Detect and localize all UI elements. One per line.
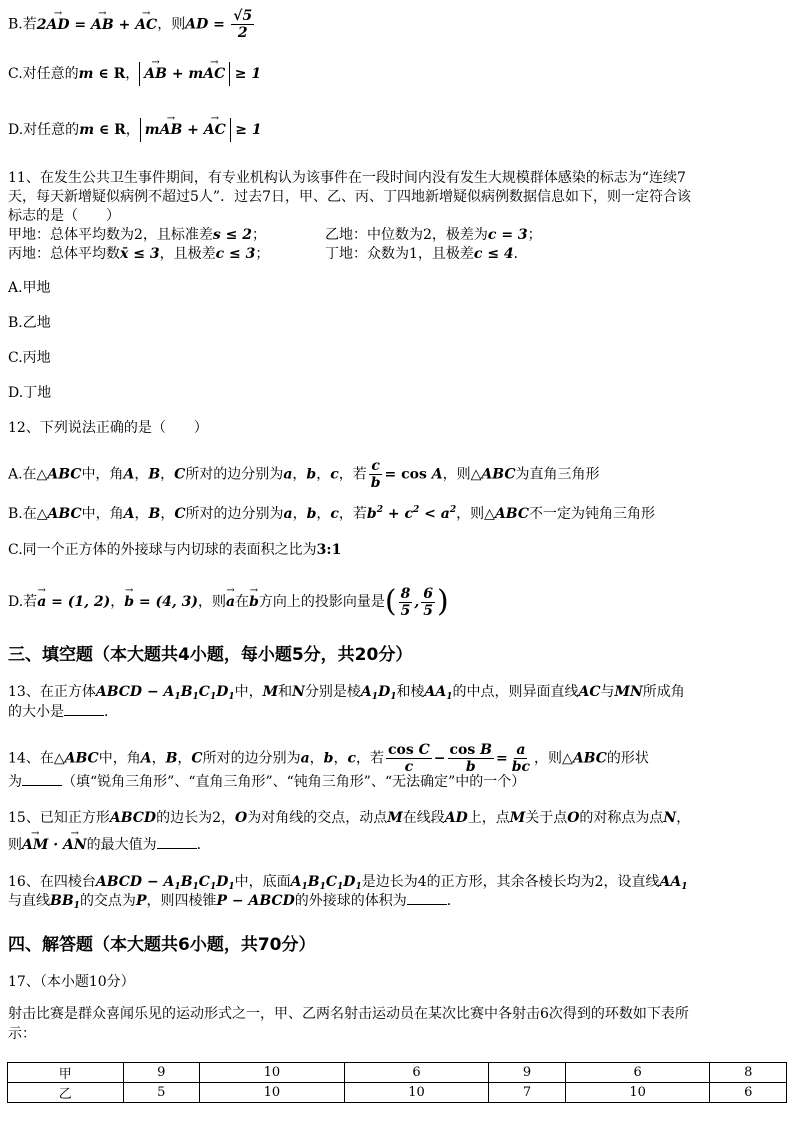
table-cell: 8 bbox=[710, 1063, 787, 1083]
q12-option-c bbox=[8, 540, 784, 560]
q10-b-prefix: B.若 bbox=[8, 16, 37, 33]
q12-d-paren-open: ( bbox=[384, 584, 397, 619]
q11-yi-group bbox=[325, 225, 542, 245]
q11-stem-line3: 标志的是（ ） bbox=[8, 208, 120, 224]
table-cell: 10 bbox=[565, 1083, 710, 1103]
q15-mid4: 上，点 bbox=[467, 810, 510, 826]
q11-bing-end: ； bbox=[255, 246, 270, 262]
q16-l2-end: 的外接球的体积为 bbox=[294, 893, 407, 909]
q11-bing-math2: c ≤ 3 bbox=[215, 246, 256, 262]
q10-c-tail: ≥ 1 bbox=[234, 66, 262, 82]
q12-a-eq: = cos A bbox=[384, 466, 443, 483]
q10-option-d bbox=[8, 118, 784, 142]
table-cell: 6 bbox=[710, 1083, 787, 1103]
q10-b-mid: ，则 bbox=[157, 16, 186, 33]
table-cell: 10 bbox=[200, 1083, 345, 1103]
q14-frac-cosc: $\frac{\text{cos C}}{c}$ bbox=[387, 742, 430, 775]
q11-jia: 甲地：总体平均数为2，且标准差 bbox=[8, 227, 213, 243]
q15-l2-dot: ． bbox=[196, 837, 211, 853]
q11-yi: 乙地：中位数为2，极差为 bbox=[325, 227, 488, 243]
table-cell: 10 bbox=[344, 1083, 489, 1103]
table-cell: 6 bbox=[344, 1063, 489, 1083]
q12-a-angles: A bbox=[123, 466, 135, 483]
q12-stem: 12、下列说法正确的是（ ） bbox=[8, 420, 208, 436]
q15-mid3: 在线段 bbox=[402, 810, 445, 826]
q15-l2-pre: 则 bbox=[8, 837, 22, 853]
q12-c-text: C.同一个正方体的外接球与内切球的表面积之比为 bbox=[8, 542, 317, 558]
q11-ding-math: c ≤ 4 bbox=[473, 246, 514, 262]
q16-line2: 与直线$BB_1$的交点为P，则四棱锥P − ABCD的外接球的体积为 ． bbox=[8, 893, 461, 911]
q15-mid6: 的对称点为点 bbox=[579, 810, 664, 826]
section3-heading: 三、填空题（本大题共4小题，每小题5分，共20分） bbox=[8, 645, 413, 665]
q12-a-mid2: 所对的边分别为 bbox=[185, 466, 284, 483]
q11-yi-end: ； bbox=[527, 227, 542, 243]
score-table bbox=[7, 1062, 787, 1103]
q12-d-frac1: $\frac{8}{5}$ bbox=[400, 585, 411, 619]
q12-b-mid4: ，则△ bbox=[456, 506, 495, 522]
table-cell: 7 bbox=[489, 1083, 566, 1103]
q16-l2-mid2: ，则四棱锥 bbox=[146, 893, 217, 909]
q17-line1: 射击比赛是群众喜闻乐见的运动形式之一，甲、乙两名射击运动员在某次比赛中各射击6次得到的环数如下表所 bbox=[8, 1006, 689, 1022]
q16-l2-pre: 与直线 bbox=[8, 893, 50, 909]
q12-d-mid2: ，则 bbox=[198, 594, 226, 610]
q11-ding-group bbox=[325, 244, 528, 264]
q17-line2: 示： bbox=[8, 1026, 36, 1042]
table-cell: 9 bbox=[489, 1063, 566, 1083]
q12-b-ineq: $b^2 + c^2 < a^2$ bbox=[366, 505, 457, 522]
q14-end: 的形状 bbox=[606, 750, 649, 767]
q13-line1: 13、在正方体ABCD − $A_1B_1C_1D_1$中，M和N分别是棱$A_1D_1$和棱$AA_1$的中点，则异面直线AC与MN所成角 bbox=[8, 684, 685, 702]
q10-b-fraction: $\frac{√5}{2}$ bbox=[233, 8, 253, 41]
q13-pre: 13、在正方体 bbox=[8, 684, 96, 700]
q10-d-prefix: D.对任意的 bbox=[8, 122, 80, 138]
q15-dot-product: → AM · → AN bbox=[22, 837, 87, 853]
q11-bing: 丙地：总体平均数 bbox=[8, 246, 120, 262]
q10-d-abs: m→ AB + → AC bbox=[140, 118, 231, 142]
q12-d-a: → a = (1, 2) bbox=[37, 594, 110, 610]
q13-answer-blank bbox=[64, 703, 104, 716]
q13-l2: 的大小是 bbox=[8, 704, 64, 720]
q10-d-tail: ≥ 1 bbox=[235, 122, 262, 138]
q10-c-prefix: C.对任意的 bbox=[8, 66, 79, 82]
q12-b-mid: 中，角 bbox=[81, 506, 124, 522]
table-row bbox=[8, 1083, 787, 1103]
q12-a-fraction: $\frac{c}{b}$ bbox=[370, 458, 381, 491]
q12-a-end: 为直角三角形 bbox=[515, 466, 600, 483]
q11-stem-line2: 天，每天新增疑似病例不超过5人”．过去7日，甲、乙、丙、丁四地新增疑似病例数据信息如下，则一定符合该 bbox=[8, 189, 691, 205]
q16-mid: 中，底面 bbox=[234, 874, 291, 890]
q11-jia-math: s ≤ 2 bbox=[212, 227, 253, 243]
q13-and: 和 bbox=[278, 684, 293, 700]
q15-mid2: 为对角线的交点，动点 bbox=[247, 810, 388, 826]
q16-mid2: 是边长为4的正方形，其余各棱长均为2，设直线 bbox=[361, 874, 660, 890]
q16-answer-blank bbox=[407, 892, 447, 905]
q11-ding: 丁地：众数为1，且极差 bbox=[325, 246, 474, 262]
q16-l2-dot: ． bbox=[446, 893, 461, 909]
q12-a-tri: ABC bbox=[47, 466, 82, 483]
q12-b-pre: B.在△ bbox=[8, 506, 48, 522]
q12-d-frac2: $\frac{6}{5}$ bbox=[423, 585, 433, 619]
q13-l2-end: ． bbox=[104, 704, 118, 720]
q14-frac-abc: $\frac{a}{bc}$ bbox=[511, 742, 531, 775]
q12-d-pre: D.若 bbox=[8, 594, 38, 610]
table-cell: 10 bbox=[200, 1063, 345, 1083]
q10-c-mid: ， bbox=[125, 66, 140, 82]
q13-end: 所成角 bbox=[642, 684, 685, 700]
q16-line1: 16、在四棱台ABCD − $A_1B_1C_1D_1$中，底面$A_1B_1C_1D_1$是边长为4的正方形，其余各棱长均为2，设直线$AA_1$ bbox=[8, 874, 688, 892]
q15-pre: 15、已知正方形 bbox=[8, 810, 110, 826]
q12-a-mid4: ，则△ bbox=[442, 466, 482, 483]
q10-option-b bbox=[8, 8, 784, 41]
q15-mid: 的边长为2， bbox=[156, 810, 235, 826]
q14-pre: 14、在△ bbox=[8, 750, 65, 767]
q12-b-end: 不一定为钝角三角形 bbox=[528, 506, 655, 522]
q10-c-abs: → AB + m→ AC bbox=[139, 62, 230, 86]
q12-c-ratio: 3:1 bbox=[316, 542, 342, 558]
q14-mid2: 所对的边分别为 bbox=[202, 750, 301, 767]
q13-mid3: 和棱 bbox=[396, 684, 425, 700]
q12-d-paren-close: ) bbox=[436, 584, 449, 619]
q13-mid4: 的中点，则异面直线 bbox=[452, 684, 579, 700]
q15-line1: 15、已知正方形ABCD的边长为2，O为对角线的交点，动点M在线段AD上，点M关于点O的对称点为点N， bbox=[8, 810, 691, 826]
q11-stem-line1: 11、在发生公共卫生事件期间，有专业机构认为该事件在一段时间内没有发生大规模群体感染的标志为“连续7 bbox=[8, 170, 686, 186]
q12-b-mid2: 所对的边分别为 bbox=[185, 506, 284, 522]
q11-conditions-row1 bbox=[8, 225, 784, 245]
q17-header: 17、（本小题10分） bbox=[8, 974, 135, 990]
q11-bing-math: x̄ ≤ 3 bbox=[120, 246, 160, 262]
q14-line1: 14、在△ABC中，角A，B，C所对的边分别为a，b，c，若 $\frac{\text{cos C}}{c}$ − $\frac{\text{cos B}}{b}$ = $\frac{a}{bc}$ ，则△ABC的形状 bbox=[8, 742, 649, 775]
q16-pre: 16、在四棱台 bbox=[8, 874, 96, 890]
q11-jia-end: ； bbox=[252, 227, 267, 243]
q12-d-b: → b = (4, 3) bbox=[124, 594, 198, 610]
q11-option-d: D.丁地 bbox=[8, 385, 52, 401]
q10-b-lhs: AD = bbox=[185, 16, 225, 33]
q12-b-mid3: ，若 bbox=[338, 506, 367, 522]
table-cell: 9 bbox=[123, 1063, 200, 1083]
q15-mid5: 关于点 bbox=[525, 810, 568, 826]
table-cell-name: 甲 bbox=[8, 1063, 124, 1083]
q10-option-c bbox=[8, 62, 784, 86]
q11-ding-end: ． bbox=[513, 246, 528, 262]
q14-line2 bbox=[8, 772, 784, 792]
q12-d-mid3: 在 bbox=[235, 594, 250, 610]
q14-frac-cosb: $\frac{\text{cos B}}{b}$ bbox=[449, 742, 492, 775]
table-row bbox=[8, 1063, 787, 1083]
q12-a-pre: A.在△ bbox=[8, 466, 48, 483]
q13-mid2: 分别是棱 bbox=[304, 684, 361, 700]
q11-option-b: B.乙地 bbox=[8, 315, 51, 331]
q14-answer-blank bbox=[22, 773, 62, 786]
q11-conditions-row2 bbox=[8, 244, 784, 264]
q11-option-c: C.丙地 bbox=[8, 350, 51, 366]
q14-mid4: ，则△ bbox=[534, 750, 573, 767]
q11-yi-math: c = 3 bbox=[487, 227, 528, 243]
q11-option-a: A.甲地 bbox=[8, 280, 51, 296]
q11-bing-mid: ，且极差 bbox=[159, 246, 216, 262]
q12-a-mid3: ，若 bbox=[338, 466, 367, 483]
q12-d-mid: ， bbox=[110, 594, 125, 610]
q14-l2-pre: 为 bbox=[8, 774, 22, 790]
table-cell: 6 bbox=[565, 1063, 710, 1083]
q13-line2 bbox=[8, 702, 784, 722]
q15-answer-blank bbox=[157, 836, 197, 849]
q13-mid: 中， bbox=[234, 684, 263, 700]
q12-option-d: D.若→ a = (1, 2)，→ b = (4, 3)，则→ a在→ b方向上的投影向量是( $\frac{8}{5}$ , $\frac{6}{5}$ ) bbox=[8, 584, 784, 620]
q10-d-mid: ， bbox=[125, 122, 140, 138]
q10-c-var: m ∈ R bbox=[78, 66, 126, 82]
q14-mid: 中，角 bbox=[98, 750, 141, 767]
q12-option-a: A.在△ABC中，角A，B，C所对的边分别为a，b，c，若 $\frac{c}{b}$ = cos A，则△ABC为直角三角形 bbox=[8, 458, 600, 491]
q15-l2-end: 的最大值为 bbox=[86, 837, 157, 853]
q12-a-mid: 中，角 bbox=[81, 466, 124, 483]
q15-end: ， bbox=[676, 810, 691, 826]
q10-b-math: 2→ AD = → AB + → AC bbox=[37, 17, 157, 33]
q14-l2-end: （填“锐角三角形”、“直角三角形”、“钝角三角形”、“无法确定”中的一个） bbox=[62, 774, 526, 790]
section4-heading: 四、解答题（本大题共6小题，共70分） bbox=[8, 935, 316, 955]
q13-with: 与 bbox=[600, 684, 615, 700]
q14-mid3: ，若 bbox=[355, 750, 384, 767]
q15-line2 bbox=[8, 835, 784, 855]
q12-d-end: 方向上的投影向量是 bbox=[258, 594, 385, 610]
table-cell-name: 乙 bbox=[8, 1083, 124, 1103]
q16-l2-mid: 的交点为 bbox=[79, 893, 136, 909]
q12-option-b: B.在△ABC中，角A，B，C所对的边分别为a，b，c，若$b^2 + c^2 < a^2$，则△ABC不一定为钝角三角形 bbox=[8, 505, 655, 522]
table-cell: 5 bbox=[123, 1083, 200, 1103]
q10-d-var: m ∈ R bbox=[79, 122, 126, 138]
